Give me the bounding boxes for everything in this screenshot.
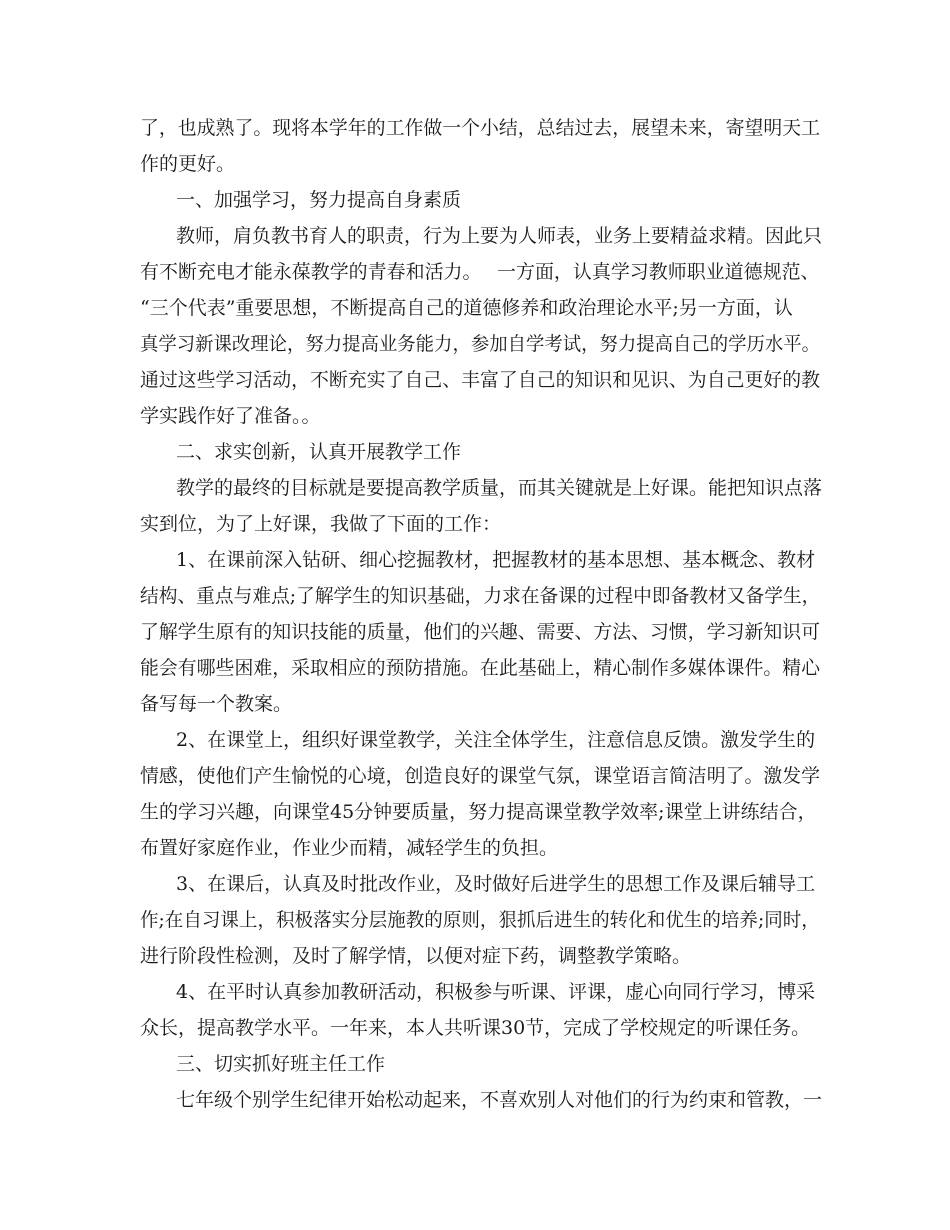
text-line: 进行阶段性检测，及时了解学情，以便对症下药，调整教学策略。 — [140, 945, 692, 967]
text-line: 有不断充电才能永葆教学的青春和活力。 一方面，认真学习教师职业道德规范、 — [140, 261, 820, 283]
section-heading: 二、求实创新，认真开展教学工作 — [176, 441, 462, 463]
text-line: 作;在自习课上，积极落实分层施教的原则，狠抓后进生的转化和优生的培养;同时， — [140, 909, 820, 931]
section-heading: 一、加强学习，努力提高自身素质 — [176, 189, 462, 211]
text-line: 众长，提高教学水平。一年来，本人共听课30节，完成了学校规定的听课任务。 — [140, 1017, 811, 1039]
text-line: 结构、重点与难点;了解学生的知识基础，力求在备课的过程中即备教材又备学生， — [140, 585, 821, 607]
text-line: 1、在课前深入钻研、细心挖掘教材，把握教材的基本思想、基本概念、教材 — [176, 549, 816, 571]
text-line: 学实践作好了准备。。 — [140, 405, 321, 427]
text-line: 了，也成熟了。现将本学年的工作做一个小结，总结过去，展望未来，寄望明天工 — [140, 117, 821, 139]
text-line: 教师，肩负教书育人的职责，行为上要为人师表，业务上要精益求精。因此只 — [176, 225, 823, 247]
text-line: “三个代表”重要思想，不断提高自己的道德修养和政治理论水平;另一方面，认 — [140, 297, 793, 319]
text-line: 4、在平时认真参加教研活动，积极参与听课、评课，虚心向同行学习，博采 — [176, 981, 816, 1003]
text-line: 布置好家庭作业，作业少而精，减轻学生的负担。 — [140, 837, 559, 859]
section-heading: 三、切实抓好班主任工作 — [176, 1053, 386, 1075]
text-line: 作的更好。 — [140, 153, 236, 175]
text-line: 情感，使他们产生愉悦的心境，创造良好的课堂气氛，课堂语言简洁明了。激发学 — [140, 765, 821, 787]
text-line: 了解学生原有的知识技能的质量，他们的兴趣、需要、方法、习惯，学习新知识可 — [140, 621, 821, 643]
text-line: 实到位，为了上好课，我做了下面的工作： — [140, 513, 502, 535]
text-line: 能会有哪些困难，采取相应的预防措施。在此基础上，精心制作多媒体课件。精心 — [140, 657, 821, 679]
text-line: 通过这些学习活动，不断充实了自己、丰富了自己的知识和见识、为自己更好的教 — [140, 369, 821, 391]
text-line: 真学习新课改理论，努力提高业务能力，参加自学考试，努力提高自己的学历水平。 — [140, 333, 821, 355]
text-line: 七年级个别学生纪律开始松动起来，不喜欢别人对他们的行为约束和管教，一 — [176, 1089, 823, 1111]
text-line: 3、在课后，认真及时批改作业，及时做好后进学生的思想工作及课后辅导工 — [176, 873, 816, 895]
text-line: 备写每一个教案。 — [140, 693, 293, 715]
text-line: 教学的最终的目标就是要提高教学质量，而其关键就是上好课。能把知识点落 — [176, 477, 823, 499]
text-line: 生的学习兴趣，向课堂45分钟要质量，努力提高课堂教学效率;课堂上讲练结合， — [140, 801, 817, 823]
text-line: 2、在课堂上，组织好课堂教学，关注全体学生，注意信息反馈。激发学生的 — [176, 729, 816, 751]
